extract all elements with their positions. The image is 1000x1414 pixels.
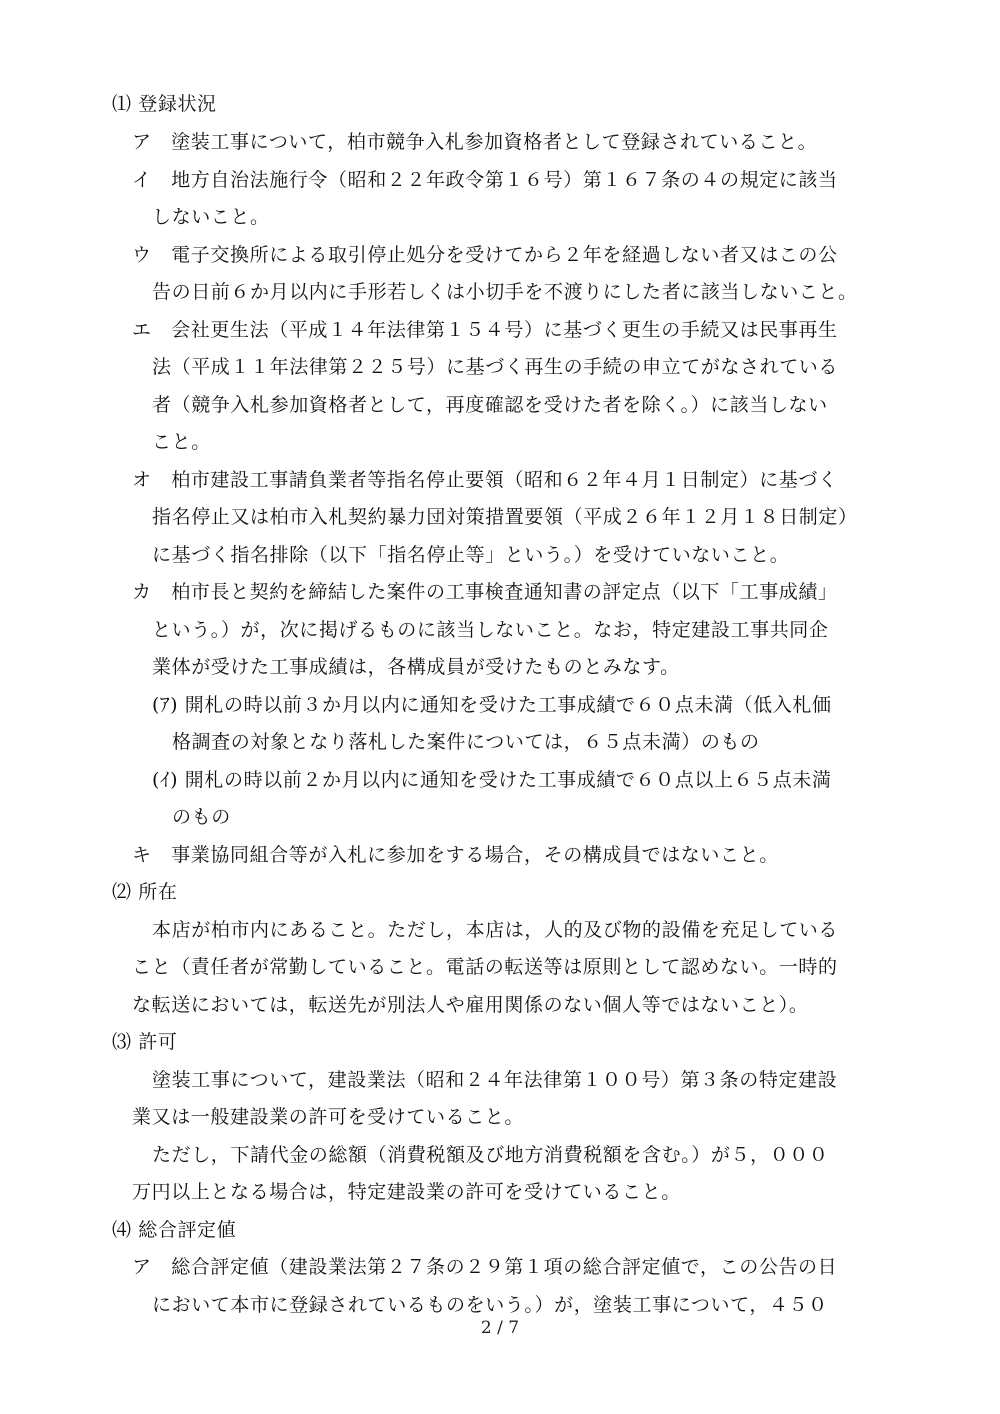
list-item-continuation: において本市に登録されているものをいう。）が，塗装工事について，４５０	[152, 1294, 828, 1316]
paragraph-line: 万円以上となる場合は，特定建設業の許可を受けていること。	[132, 1181, 681, 1203]
sub-list-item-continuation: 格調査の対象となり落札した案件については，６５点未満）のもの	[172, 731, 760, 753]
page-number: 2 / 7	[480, 1318, 520, 1338]
list-item-continuation: 告の日前６か月以内に手形若しくは小切手を不渡りにした者に該当しないこと。	[152, 281, 858, 303]
list-item: ウ 電子交換所による取引停止処分を受けてから２年を経過しない者又はこの公	[132, 244, 838, 266]
paragraph-line: 本店が柏市内にあること。ただし，本店は，人的及び物的設備を充足している	[152, 919, 839, 941]
list-item-continuation: しないこと。	[152, 206, 270, 228]
sub-list-item-continuation: のもの	[172, 806, 231, 828]
list-item-continuation: こと。	[152, 431, 211, 453]
list-item-continuation: 法（平成１１年法律第２２５号）に基づく再生の手続の申立てがなされている	[152, 356, 839, 378]
section-heading: ⑴ 登録状況	[112, 93, 217, 115]
paragraph-line: ただし，下請代金の総額（消費税額及び地方消費税額を含む。）が５，０００	[152, 1144, 829, 1166]
list-item: ア 総合評定値（建設業法第２７条の２９第１項の総合評定値で，この公告の日	[132, 1256, 838, 1278]
list-item-continuation: 指名停止又は柏市入札契約暴力団対策措置要領（平成２６年１２月１８日制定）	[152, 506, 858, 528]
paragraph-line: こと（責任者が常勤していること。電話の転送等は原則として認めない。一時的	[132, 956, 838, 978]
paragraph-line: 業又は一般建設業の許可を受けていること。	[132, 1106, 525, 1128]
paragraph-line: 塗装工事について，建設業法（昭和２４年法律第１００号）第３条の特定建設	[152, 1069, 838, 1091]
list-item-continuation: という。）が，次に掲げるものに該当しないこと。なお，特定建設工事共同企	[152, 619, 829, 641]
list-item-continuation: 業体が受けた工事成績は，各構成員が受けたものとみなす。	[152, 656, 680, 678]
sub-list-item: (ｱ) 開札の時以前３か月以内に通知を受けた工事成績で６０点未満（低入札価	[152, 694, 832, 716]
list-item: キ 事業協同組合等が入札に参加をする場合，その構成員ではないこと。	[132, 844, 779, 866]
list-item-continuation: に基づく指名排除（以下「指名停止等」という。）を受けていないこと。	[152, 544, 790, 566]
section-heading: ⑵ 所在	[112, 881, 178, 903]
list-item: カ 柏市長と契約を締結した案件の工事検査通知書の評定点（以下「工事成績」	[132, 581, 838, 603]
list-item: ア 塗装工事について，柏市競争入札参加資格者として登録されていること。	[132, 131, 818, 153]
sub-list-item: (ｲ) 開札の時以前２か月以内に通知を受けた工事成績で６０点以上６５点未満	[152, 769, 832, 791]
section-heading: ⑶ 許可	[112, 1031, 178, 1053]
list-item: イ 地方自治法施行令（昭和２２年政令第１６号）第１６７条の４の規定に該当	[132, 169, 838, 191]
list-item-continuation: 者（競争入札参加資格者として，再度確認を受けた者を除く。）に該当しない	[152, 394, 828, 416]
list-item: エ 会社更生法（平成１４年法律第１５４号）に基づく更生の手続又は民事再生	[132, 319, 838, 341]
section-heading: ⑷ 総合評定値	[112, 1219, 237, 1241]
list-item: オ 柏市建設工事請負業者等指名停止要領（昭和６２年４月１日制定）に基づく	[132, 469, 838, 491]
paragraph-line: な転送においては，転送先が別法人や雇用関係のない個人等ではないこと）。	[132, 994, 809, 1016]
